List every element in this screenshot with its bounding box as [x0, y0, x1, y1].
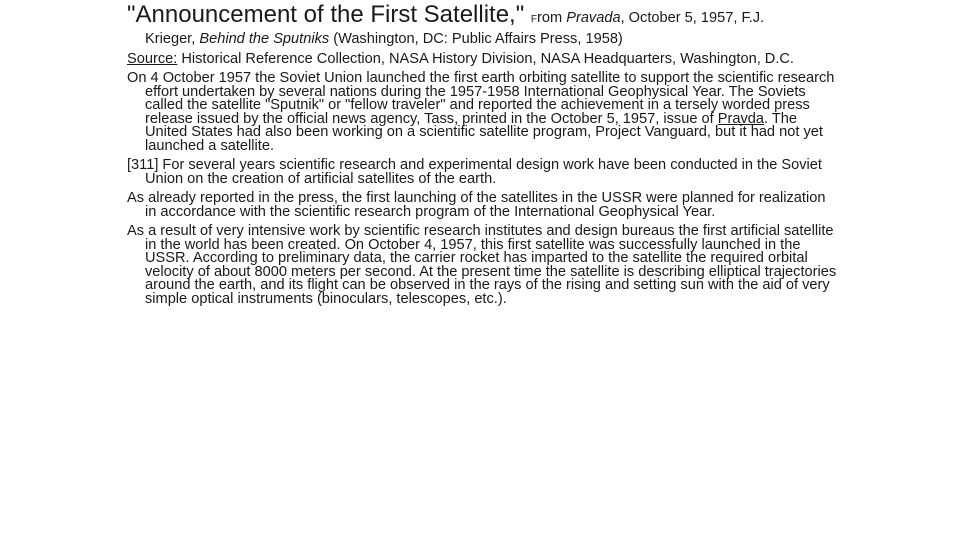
paragraph-3: As a result of very intensive work by scientific research institutes and design bureaus the first artificial satellite in the world has been created. On October 4, 1957, this first satellite was successfully launched in the USSR. According to preliminary data, the carrier rocket has imparted to the satellite the required orbital velocity of about 8000 meters per second. At the present time the satellite is describing elliptical trajectories around the earth, and its flight can be observed in the rays of the rising and setting sun with the aid of very simple optical instruments (binoculars, telescopes, etc.).: [127, 223, 837, 307]
intro-paragraph: [127, 72, 839, 153]
from-label: F: [530, 14, 538, 25]
paragraph-1: [311] For several years scientific research and experimental design work have been conducted in the Soviet Union on the creation of artificial satellites of the earth.: [127, 157, 822, 187]
publisher-info: (Washington, DC: Public Affairs Press, 1958): [329, 31, 623, 47]
source-line: [127, 50, 839, 67]
intro-text: On 4 October 1957 the Soviet Union launched the first earth orbiting satellite to support the scientific research effort undertaken by several nations during the 1957-1958 International Geophysical Year. The Soviets called the satellite "Sputnik" or "fellow traveler" and reported the achievement in a tersely worded press release issued by the official news agency, Tass, printed in the October 5, 1957, issue of: [127, 70, 835, 127]
book-title: Behind the Sputniks: [199, 31, 330, 47]
from-rest: rom: [537, 10, 567, 26]
publication-name: Pravada: [566, 10, 621, 26]
document-body: [127, 1, 839, 312]
source-label: Source:: [127, 50, 178, 67]
document-title: [127, 1, 764, 28]
author: Krieger,: [145, 31, 200, 47]
source-text: Historical Reference Collection, NASA History Division, NASA Headquarters, Washington, D.C.: [177, 50, 794, 67]
citation: [127, 2, 839, 47]
publication-date: , October 5, 1957, F.J.: [620, 10, 765, 26]
intro-text-end: . The United States had also been working on a scientific satellite program, Project Vanguard, but it had not yet launched a satellite.: [145, 110, 823, 154]
title-text: "Announcement of the First Satellite,": [127, 1, 525, 28]
paragraph-2: As already reported in the press, the first launching of the satellites in the USSR were planned for realization in accordance with the scientific research program of the International Geophysical Year.: [127, 190, 826, 220]
pravda-link-text: Pravda: [717, 110, 764, 127]
